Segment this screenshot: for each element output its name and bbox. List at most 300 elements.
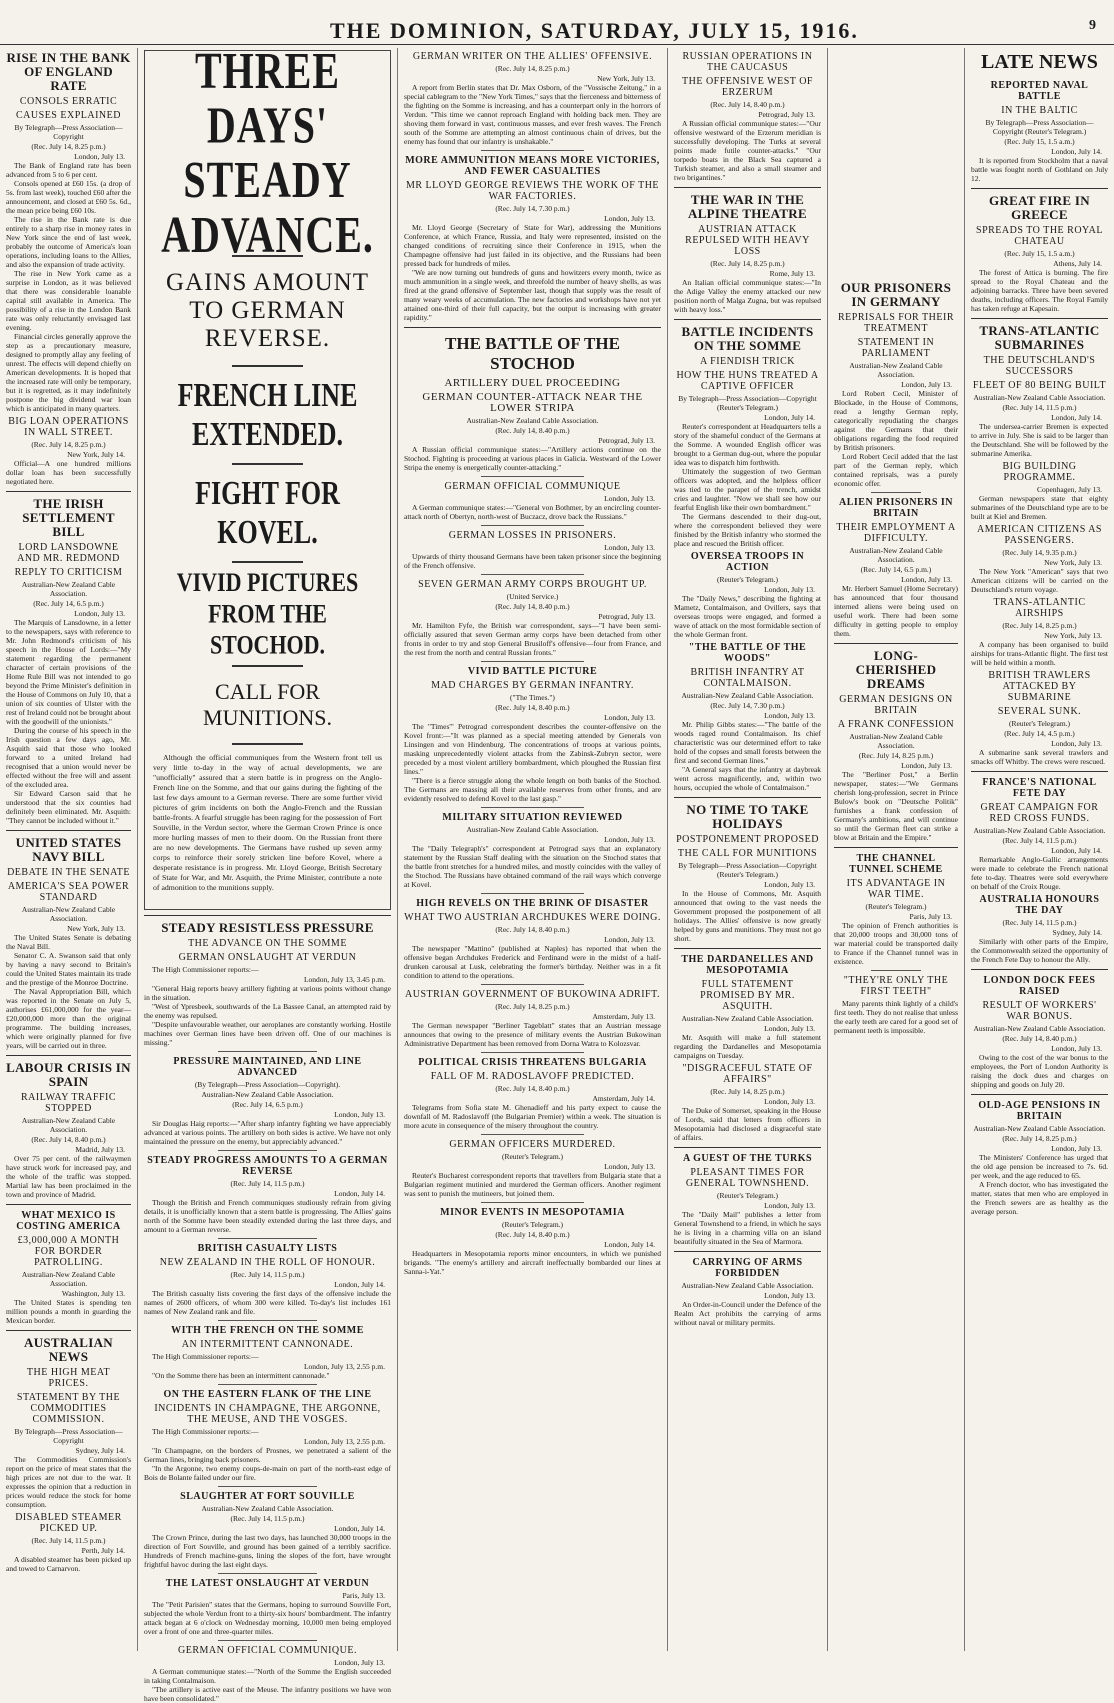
- article-paragraph: The United States Senate is debating the Naval Bill.: [6, 933, 131, 951]
- subheadline: MILITARY SITUATION REVIEWED: [442, 812, 623, 823]
- divider: [218, 1320, 317, 1321]
- lead-intro: Although the official communiques from the Western front tell us very little to-day in the way of actual developments, we are "unofficially" assured that a stern battle is in progress on the Anglo-French line on the Somme, and that our gains during the fighting of the last few days amount to a German reverse. There are some further vivid pictures of grim incidents on both the Anglo-French and the Russian battle-fronts. A fearful struggle has been raging for the possession of Fort Souville, in the Verdun sector, where the German Crown Prince is once more hurling masses of men to their doom. On the Russian front there are no new developments. The Germans have rushed up seven army corps to reinforce their sorely stricken line before Kovel, where a desperate resistance is in progress. Mr. Lloyd George, British Secretary of State for War, and Mr. Asquith, the Prime Minister, contribute a note of admonition to the munitions supply.: [153, 753, 382, 892]
- credit-line: Australian-New Zealand Cable Association.: [21, 580, 116, 598]
- credit-line: By Telegraph—Press Association—Copyright: [14, 123, 123, 141]
- article-paragraph: An Italian official communique states:—"In the Adige Valley the enemy attacked our new position north of Malga Zugna, but was repulsed with heavy loss.": [674, 278, 821, 314]
- article-paragraph: An Order-in-Council under the Defence of the Realm Act prohibits the carrying of arms without naval or military permits.: [674, 1300, 821, 1327]
- article-paragraph: Mr. Philip Gibbs states:—"The battle of the woods raged round Contalmaison. Its chief characteristic was our determined effort to take hold of the copses and small forests between the first and second German lines.": [674, 720, 821, 765]
- subheadline: LORD LANSDOWNE AND MR. REDMOND: [17, 542, 120, 564]
- article-paragraph: Over 75 per cent. of the railwaymen have struck work for increased pay, and the whole of the traffic was stopped. Martial law has been proclaimed in the town and province of Madrid.: [6, 1154, 131, 1199]
- article-paragraph: The High Commissioner reports:—: [152, 1352, 259, 1361]
- dateline: London, July 13.: [334, 1658, 385, 1667]
- subheadline: HIGH REVELS ON THE BRINK OF DISASTER: [416, 898, 649, 909]
- divider: [232, 561, 303, 563]
- dateline: Rome, July 13.: [769, 269, 815, 278]
- article-paragraph: Mr. Lloyd George (Secretary of State for War), addressing the Munitions Conference, at which France, Russia, and Italy were represented, insisted on the changed conditions of recruiting since their Conference in 1915, when the Champagne offensive had just failed in its objective, and the Russians had been pressed back for hundreds of miles.: [404, 223, 661, 268]
- subheadline: AMERICA'S SEA POWER STANDARD: [7, 881, 130, 903]
- dateline: London, July 13.: [604, 1162, 655, 1171]
- divider: [481, 150, 584, 151]
- article-paragraph: The "Petit Parisien" states that the Germans, hoping to surround Souville Fort, subjected the whole Verdun front to a thirty-six hours' bombardment. The infantry attack began at 6 o'clock on Wednesday morning, 10,000 men being employed over a front of one and three-quarter miles.: [144, 1600, 391, 1636]
- spacer: [834, 48, 958, 278]
- received-line: (Rec. July 15, 1.5 a.m.): [1004, 249, 1075, 258]
- subheadline: THE DEUTSCHLAND'S SUCCESSORS: [983, 355, 1096, 377]
- dateline: London, July 13.: [604, 543, 655, 552]
- received-line: (Rec. July 14, 8.40 p.m.): [1002, 1034, 1077, 1043]
- divider: [481, 893, 584, 894]
- divider: [674, 319, 821, 320]
- article-paragraph: "In Champagne, on the borders of Prosnes, we penetrated a salient of the German lines, bringing back prisoners.: [144, 1446, 391, 1464]
- received-line: (Rec. July 14, 11.5 p.m.): [31, 1536, 106, 1545]
- received-line: (Rec. July 14, 11.5 p.m.): [230, 1179, 305, 1188]
- article-paragraph: The Commodities Commission's report on the price of meat states that the high prices are not due to the war. It expresses the opinion that a reduction in prices would reduce the stock for home consumption.: [6, 1455, 131, 1509]
- headline: STEADY RESISTLESS PRESSURE: [161, 920, 374, 935]
- subheadline: GERMAN OFFICIAL COMMUNIQUE: [444, 481, 621, 492]
- article-paragraph: Remarkable Anglo-Gallic arrangements were made to celebrate the French national fete to-day. Theatres were sold everywhere on behalf of the Croix Rouge.: [971, 855, 1108, 891]
- subheadline: FLEET OF 80 BEING BUILT: [972, 380, 1107, 391]
- divider: [674, 187, 821, 188]
- subheadline: SEVEN GERMAN ARMY CORPS BROUGHT UP.: [418, 579, 647, 590]
- article-paragraph: Reuter's correspondent at Headquarters tells a story of the shameful conduct of the Germans at the Somme. A wounded English officer was brought to a German dug-out, where the popular idea was to dispatch him forthwith.: [674, 422, 821, 467]
- article-paragraph: The New York "American" says that two American citizens will be carried on the Deutschland's return voyage.: [971, 567, 1108, 594]
- article-paragraph: The Crown Prince, during the last two days, has launched 30,000 troops in the direction of Fort Souville, and ground has been gained of a terribly sacrifice. Hundreds of French machine-guns, lining the slopes of the fort, have wrought frightful havoc during the last eight days.: [144, 1533, 391, 1569]
- dateline: Sydney, July 14.: [1052, 928, 1102, 937]
- subheadline: STATEMENT IN PARLIAMENT: [857, 337, 935, 359]
- lead-deck: FRENCH LINE EXTENDED.: [177, 376, 358, 453]
- column-1: [0, 48, 137, 1651]
- article-paragraph: The Germans descended to their dug-out, where the correspondent believed they were finished by the British infantry who stormed the place and rescued the British officer.: [674, 512, 821, 548]
- article-paragraph: Consols opened at £60 15s. (a drop of 5s. from last week), touched £60 after the announcement, and closed at £60 5s. 6d., the mean price being £60 10s.: [6, 179, 131, 215]
- article-paragraph: "A General says that the infantry at daybreak went across magnificently, and, within two hours, occupied the whole of Contalmaison.": [674, 765, 821, 792]
- divider: [218, 1640, 317, 1641]
- divider: [674, 1251, 821, 1252]
- credit-line: By Telegraph—Press Association—Copyright (Reuter's Telegram.): [985, 118, 1094, 136]
- article-paragraph: Similarly with other parts of the Empire, the Commonwealth seized the opportunity of the French Fete Day to honour the Ally.: [971, 937, 1108, 964]
- credit-line: Australian-New Zealand Cable Association.: [681, 691, 814, 700]
- subheadline: GREAT CAMPAIGN FOR RED CROSS FUNDS.: [980, 802, 1099, 824]
- subheadline: THE OFFENSIVE WEST OF ERZERUM: [682, 76, 813, 98]
- divider: [481, 1052, 584, 1053]
- article-paragraph: German newspapers state that eighty submarines of the Deutschland type are to be built at Kiel and Bremen.: [971, 494, 1108, 521]
- subheadline: £3,000,000 A MONTH FOR BORDER PATROLLING.: [17, 1235, 120, 1268]
- received-line: (Rec. July 14, 8.25 p.m.): [858, 751, 934, 760]
- dateline: London, July 14.: [334, 1189, 385, 1198]
- subheadline: GERMAN ONSLAUGHT AT VERDUN: [178, 952, 357, 963]
- divider: [871, 970, 921, 971]
- article-paragraph: Telegrams from Sofia state M. Ghenadieff and his party expect to cause the downfall of M. Radoslavoff (the Bulgarian Premier) within a week. The situation is more acute in consequence of the misery throughout the country.: [404, 1103, 661, 1130]
- subheadline: A FIENDISH TRICK: [699, 356, 796, 367]
- dateline: Paris, July 13.: [909, 912, 952, 921]
- subheadline: ON THE EASTERN FLANK OF THE LINE: [163, 1389, 372, 1400]
- credit-line: Australian-New Zealand Cable Association.: [466, 416, 599, 425]
- received-line: (Rec. July 14, 6.5 p.m.): [33, 599, 104, 608]
- received-line: (Rec. July 14, 8.40 p.m.): [495, 426, 570, 435]
- headline: UNITED STATES NAVY BILL: [15, 835, 122, 864]
- dateline: London, July 13.: [334, 1110, 385, 1119]
- received-line: (Rec. July 14, 8.40 p.m.): [31, 1135, 106, 1144]
- column-2: [138, 41, 397, 1703]
- article-paragraph: The "Daily Telegraph's" correspondent at Petrograd says that an explanatory statement by the Russian Staff dealing with the situation on the Stochod states that the battle front stretches for a hundred miles, and mostly coincides with the valley of the Stochod. The Russians have obtained command of the rail ways which converge at Kovel.: [404, 844, 661, 889]
- dateline: Perth, July 14.: [81, 1546, 125, 1555]
- received-line: (Rec. July 14, 11.5 p.m.): [1002, 836, 1077, 845]
- lead-deck: VIVID PICTURES FROM THE STOCHOD.: [176, 567, 359, 660]
- received-line: (Rec. July 14, 9.35 p.m.): [1002, 548, 1077, 557]
- article-paragraph: "The artillery is active east of the Meuse. The infantry positions we have won have been consolidated.": [144, 1685, 391, 1703]
- dateline: London, July 13.: [764, 585, 815, 594]
- divider: [481, 525, 584, 526]
- divider: [218, 1051, 317, 1052]
- article-paragraph: It is reported from Stockholm that a naval battle was fought north of Gothland on July 12.: [971, 156, 1108, 183]
- subheadline: PLEASANT TIMES FOR GENERAL TOWNSHEND.: [685, 1167, 810, 1189]
- credit-line: (Reuter's Telegram.): [501, 1220, 564, 1229]
- subheadline: BRITISH INFANTRY AT CONTALMAISON.: [690, 667, 805, 689]
- dateline: London, July 13, 2.55 p.m.: [303, 1362, 385, 1371]
- divider: [971, 1094, 1108, 1095]
- subheadline: BRITISH TRAWLERS ATTACKED BY SUBMARINE: [988, 670, 1091, 703]
- divider: [232, 365, 303, 367]
- credit-line: Australian-New Zealand Cable Association.: [21, 1116, 116, 1134]
- divider: [971, 188, 1108, 189]
- received-line: (Rec. July 14, 8.40 p.m.): [495, 925, 570, 934]
- article-paragraph: A disabled steamer has been picked up and towed to Carnarvon.: [6, 1555, 131, 1573]
- subheadline: BIG LOAN OPERATIONS IN WALL STREET.: [8, 416, 129, 438]
- subheadline: ALIEN PRISONERS IN BRITAIN: [838, 497, 954, 519]
- subheadline: CARRYING OF ARMS FORBIDDEN: [692, 1257, 803, 1279]
- article-paragraph: Official—A one hundred millions dollar loan has been successfully negotiated here.: [6, 459, 131, 486]
- credit-line: ("The Times."): [510, 693, 555, 702]
- headline: LONG-CHERISHED DREAMS: [855, 648, 937, 691]
- credit-line: Australian-New Zealand Cable Association.: [201, 1090, 334, 1099]
- dateline: Amsterdam, July 13.: [592, 1012, 655, 1021]
- credit-line: Australian-New Zealand Cable Association.: [973, 1024, 1106, 1033]
- dateline: Athens, July 14.: [1053, 259, 1102, 268]
- article-paragraph: "Despite unfavourable weather, our aeroplanes are constantly working. Hostile machines over German lines have been driven off. One of our machines is missing.": [144, 1020, 391, 1047]
- subheadline: SPREADS TO THE ROYAL CHATEAU: [976, 225, 1103, 247]
- dateline: London, July 13.: [604, 935, 655, 944]
- dateline: Madrid, July 13.: [75, 1145, 125, 1154]
- article-paragraph: "On the Somme there has been an intermittent cannonade.": [152, 1371, 330, 1380]
- subheadline: "THEY'RE ONLY THE FIRST TEETH": [843, 975, 949, 997]
- dateline: London, July 14.: [604, 1240, 655, 1249]
- article-paragraph: The Duke of Somerset, speaking in the House of Lords, said that letters from officers in Mesopotamia had disclosed a disgraceful state of affairs.: [674, 1106, 821, 1142]
- dateline: London, July 13.: [901, 575, 952, 584]
- article-paragraph: Mr. Asquith will make a full statement regarding the Dardanelles and Mesopotamia campaigns on Tuesday.: [674, 1033, 821, 1060]
- article-paragraph: The Marquis of Lansdowne, in a letter to the newspapers, says with reference to Mr. John Redmond's criticism of his speech in the House of Lords:—"My statement regarding the permanent character of certain provisions of the Home Rule Bill was not intended to go beyond the Prime Minister's definition in the House of Commons on July 10, that a union of six counties of Ulster with the rest of Ireland could not be brought about with the goodwill of the unionists.": [6, 618, 131, 726]
- received-line: (Rec. July 14, 6.5 p.m.): [860, 565, 932, 574]
- received-line: (Rec. July 14, 8.40 p.m.): [710, 100, 785, 109]
- subheadline: AUSTRALIA HONOURS THE DAY: [979, 894, 1100, 916]
- lead-deck: GAINS AMOUNT TO GERMAN REVERSE.: [166, 269, 369, 352]
- received-line: (Rec. July 14, 8.25 p.m.): [1002, 1134, 1077, 1143]
- credit-line: Australian-New Zealand Cable Association.: [681, 1014, 814, 1023]
- article-paragraph: A submarine sank several trawlers and smacks off Whitby. The crews were rescued.: [971, 748, 1108, 766]
- subheadline: LONDON DOCK FEES RAISED: [983, 975, 1096, 997]
- subheadline: THE CALL FOR MUNITIONS: [677, 848, 818, 859]
- dateline: Sydney, July 14.: [75, 1446, 125, 1455]
- subheadline: DEBATE IN THE SENATE: [7, 867, 130, 878]
- divider: [674, 1147, 821, 1148]
- article-paragraph: The rise in the Bank rate is due entirely to a sharp rise in money rates in New York since the end of last week, probably the outcome of America's loan operations, including loans to the Allies, and also the expansion of trade activity.: [6, 215, 131, 269]
- subheadline: OVERSEA TROOPS IN ACTION: [690, 551, 805, 573]
- subheadline: DISABLED STEAMER PICKED UP.: [15, 1512, 122, 1534]
- credit-line: (Reuter's Telegram.): [716, 575, 779, 584]
- received-line: (Rec. July 14, 11.5 p.m.): [1002, 918, 1077, 927]
- received-line: (Rec. July 14, 11.5 p.m.): [230, 1514, 305, 1523]
- article-paragraph: Owing to the cost of the war bonus to the employees, the Port of London Authority is raising the dock dues and charges on shipping and goods on July 20.: [971, 1053, 1108, 1089]
- article-paragraph: "West of Ypresbeek, southwards of the La Bassee Canal, an attempted raid by the enemy was repulsed.: [144, 1002, 391, 1020]
- subheadline: POSTPONEMENT PROPOSED: [676, 834, 819, 845]
- headline: GREAT FIRE IN GREECE: [989, 193, 1090, 222]
- dateline: London, July 14.: [334, 1524, 385, 1533]
- dateline: London, July 14.: [764, 413, 815, 422]
- dateline: Petrograd, July 13.: [758, 110, 815, 119]
- received-line: (Rec. July 14, 8.25 p.m.): [495, 1002, 570, 1011]
- subheadline: CAUSES EXPLAINED: [16, 110, 121, 121]
- subheadline: ITS ADVANTAGE IN WAR TIME.: [846, 878, 946, 900]
- dateline: New York, July 14.: [67, 450, 125, 459]
- credit-line: (Reuter's Telegram.): [865, 902, 927, 911]
- article-paragraph: The "Daily News," describing the fighting at Mametz, Contalmaison, and Ovillers, says that overseas troops were engaged, and formed a wave of attack on the most formidable section of the whole German front.: [674, 594, 821, 639]
- subheadline: FRANCE'S NATIONAL FETE DAY: [982, 777, 1097, 799]
- received-line: (Rec. July 14, 8.25 p.m.): [1002, 621, 1077, 630]
- divider: [481, 574, 584, 575]
- column-3: [398, 48, 667, 1651]
- divider: [674, 948, 821, 949]
- article-paragraph: Mr. Hamilton Fyfe, the British war correspondent, says—"I have been semi-officially assured that seven German army corps have been detached from other fronts in order to try and stop General Brusiloff's offensive—four from France, and the rest from the north and central Russian fronts.": [404, 621, 661, 657]
- masthead: [0, 0, 1114, 45]
- article-paragraph: During the course of his speech in the Irish question a few days ago, Mr. Asquith said that those who looked forward to a united Ireland had recognised that a union would never be effected without the free will and assent of the excluded area.: [6, 726, 131, 789]
- divider: [834, 643, 958, 644]
- subheadline: AMERICAN CITIZENS AS PASSENGERS.: [976, 524, 1102, 546]
- article-paragraph: "In the Argonne, two enemy coups-de-main on part of the north-east edge of Bois de Bolante failed under our fire.: [144, 1464, 391, 1482]
- divider: [232, 665, 303, 667]
- divider: [481, 984, 584, 985]
- article-paragraph: The Ministers' Conference has urged that the old age pension be increased to 7s. 6d. per week, and the age reduced to 65.: [971, 1153, 1108, 1180]
- divider: [6, 830, 131, 831]
- dateline: New York, July 13.: [1044, 631, 1102, 640]
- divider: [6, 1204, 131, 1205]
- divider: [6, 1330, 131, 1331]
- article-paragraph: The rise in New York came as a surprise in London, as it was believed that there was considerable loanable capital still available in America. The possibility of a rise in the London Bank rate was only reluctantly envisaged last evening.: [6, 269, 131, 332]
- credit-line: (Reuter's Telegram.): [716, 1191, 779, 1200]
- subheadline: BIG BUILDING PROGRAMME.: [1002, 461, 1077, 483]
- article-paragraph: A German communique states:—"General von Bothmer, by an encircling counter-attack north of Obertyn, north-west of Buczacz, drove back the Russians.": [404, 503, 661, 521]
- subheadline: HOW THE HUNS TREATED A CAPTIVE OFFICER: [676, 370, 819, 392]
- divider: [834, 847, 958, 848]
- headline: LABOUR CRISIS IN SPAIN: [6, 1060, 131, 1089]
- subheadline: GERMAN WRITER ON THE ALLIES' OFFENSIVE.: [412, 51, 653, 62]
- subheadline: WHAT TWO AUSTRIAN ARCHDUKES WERE DOING.: [404, 912, 661, 923]
- dateline: London, July 13.: [1051, 1044, 1102, 1053]
- credit-line: Australian-New Zealand Cable Association.: [21, 905, 116, 923]
- subheadline: GERMAN OFFICIAL COMMUNIQUE.: [178, 1645, 357, 1656]
- article-paragraph: A company has been organised to build airships for trans-Atlantic flight. The first test will be held within a month.: [971, 640, 1108, 667]
- lead-story-headline-box: [144, 41, 391, 910]
- subheadline: THEIR EMPLOYMENT A DIFFICULTY.: [836, 522, 956, 544]
- subheadline: ARTILLERY DUEL PROCEEDING: [444, 377, 621, 389]
- received-line: (Rec. July 14, 8.25 p.m.): [710, 259, 785, 268]
- article-paragraph: Mr. Herbert Samuel (Home Secretary) has announced that four thousand interned aliens were being used on useful work. There had been some difficulty in getting people to employ them.: [834, 584, 958, 638]
- dateline: London, July 14.: [334, 1280, 385, 1289]
- credit-line: Australian-New Zealand Cable Association.: [201, 1504, 334, 1513]
- subheadline: NEW ZEALAND IN THE ROLL OF HONOUR.: [159, 1257, 376, 1268]
- dateline: Petrograd, July 13.: [598, 612, 655, 621]
- column-4: [668, 48, 827, 1651]
- credit-line: By Telegraph—Press Association—Copyright (Reuter's Telegram.): [678, 394, 817, 412]
- subheadline: VIVID BATTLE PICTURE: [467, 666, 598, 677]
- subheadline: RESULT OF WORKERS' WAR BONUS.: [982, 1000, 1097, 1022]
- headline: THE IRISH SETTLEMENT BILL: [22, 496, 115, 539]
- article-paragraph: Lord Robert Cecil added that the last part of the German reply, which contained reprisals, was a purely economic offer.: [834, 452, 958, 488]
- subheadline: GERMAN DESIGNS ON BRITAIN: [839, 694, 953, 716]
- subheadline: "THE BATTLE OF THE WOODS": [688, 642, 807, 664]
- headline: THE BATTLE OF THE STOCHOD: [445, 334, 620, 373]
- dateline: London, July 13.: [1051, 739, 1102, 748]
- divider: [481, 476, 584, 477]
- subheadline: "DISGRACEFUL STATE OF AFFAIRS": [682, 1063, 813, 1085]
- credit-line: Australian-New Zealand Cable Association.: [849, 361, 943, 379]
- dateline: London, July 13.: [764, 1201, 815, 1210]
- divider: [6, 491, 131, 492]
- lead-deck: CALL FOR MUNITIONS.: [203, 679, 332, 730]
- dateline: London, July 13.: [604, 835, 655, 844]
- credit-line: By Telegraph—Press Association—Copyright: [14, 1427, 123, 1445]
- divider: [218, 1573, 317, 1574]
- subheadline: TRANS-ATLANTIC AIRSHIPS: [993, 597, 1086, 619]
- article-paragraph: Though the British and French communiques studiously refrain from giving details, it is unofficially known that a stern battle is progressing. The Allies' gains north of the Somme have been steadily extended during the last three days, and amount to a German reverse.: [144, 1198, 391, 1234]
- credit-line: Australian-New Zealand Cable Association.: [21, 1270, 116, 1288]
- subheadline: THE CHANNEL TUNNEL SCHEME: [849, 853, 943, 875]
- subheadline: AUSTRIAN GOVERNMENT OF BUKOWINA ADRIFT.: [405, 989, 660, 1000]
- credit-line: Australian-New Zealand Cable Association.: [466, 825, 599, 834]
- article-paragraph: The German newspaper "Berliner Tageblatt" states that an Austrian message announces that owing to the presence of military events the Austrian Bukowinan Administrative Department has been removed from Dorna Watra to Kolozsvar.: [404, 1021, 661, 1048]
- article-paragraph: Ultimately the suggestion of two German officers was adopted, and the helpless officer was tied to the parapet of the trench, amidst cries and laughter. "Now we shall see how our fearful English like their own bombardment.": [674, 467, 821, 512]
- subheadline: THE HIGH MEAT PRICES.: [26, 1367, 111, 1389]
- divider: [144, 915, 391, 916]
- subheadline: A FRANK CONFESSION: [837, 719, 955, 730]
- dateline: London, July 13.: [764, 880, 815, 889]
- late-news-banner: LATE NEWS: [981, 51, 1098, 73]
- subheadline: REPORTED NAVAL BATTLE: [990, 80, 1089, 102]
- headline: RISE IN THE BANK OF ENGLAND RATE: [6, 50, 131, 93]
- subheadline: RAILWAY TRAFFIC STOPPED: [20, 1092, 116, 1114]
- article-paragraph: The "Daily Mail" publishes a letter from General Townshend to a friend, in which he says he is living in a charming villa on an island beautifully situated in the Sea of Marmora.: [674, 1210, 821, 1246]
- article-paragraph: In the House of Commons, Mr. Asquith announced that owing to the vast needs the Government proposed the postponement of all holidays. The Allies' offensive is now greatly helped by guns and munitions. They must not go short.: [674, 889, 821, 943]
- subheadline: AUSTRIAN ATTACK REPULSED WITH HEAVY LOSS: [685, 224, 810, 257]
- article-paragraph: Senator C. A. Swanson said that only by having a navy second to Britain's could the United States maintain its trade and the prestige of the Monroe Doctrine.: [6, 951, 131, 987]
- dateline: Amsterdam, July 14.: [592, 1094, 655, 1103]
- headline: TRANS-ATLANTIC SUBMARINES: [979, 323, 1100, 352]
- divider: [481, 807, 584, 808]
- headline: NO TIME TO TAKE HOLIDAYS: [686, 802, 809, 831]
- article-paragraph: The opinion of French authorities is that 20,000 troops and 30,000 tons of war material could be transported daily to France if the Channel tunnel was in existence.: [834, 921, 958, 966]
- credit-line: Australian-New Zealand Cable Association.: [973, 1124, 1106, 1133]
- received-line: (Rec. July 14, 8.40 p.m.): [495, 703, 570, 712]
- subheadline: STATEMENT BY THE COMMODITIES COMMISSION.: [16, 1392, 121, 1425]
- headline: BATTLE INCIDENTS ON THE SOMME: [681, 324, 814, 353]
- subheadline: RUSSIAN OPERATIONS IN THE CAUCASUS: [682, 51, 813, 73]
- subheadline: REPRISALS FOR THEIR TREATMENT: [837, 312, 954, 334]
- divider: [971, 969, 1108, 970]
- divider: [971, 318, 1108, 319]
- subheadline: THE ADVANCE ON THE SOMME: [188, 938, 347, 949]
- subheadline: THE LATEST ONSLAUGHT AT VERDUN: [165, 1578, 370, 1589]
- dateline: London, July 13.: [764, 1291, 815, 1300]
- column-5: [828, 48, 964, 1651]
- subheadline: MORE AMMUNITION MEANS MORE VICTORIES, AND FEWER CASUALTIES: [405, 155, 660, 177]
- dateline: London, July 13.: [604, 713, 655, 722]
- article-paragraph: "We are now turning out hundreds of guns and howitzers every month, twice as much ammunition in a single week, and threefold the number of heavy shells, as was fired at the grand offensive of September last, though that supply was the result of many weary weeks of accumulation. The new factories and workshops have not yet attained one-third of their full capacity, but the output is increasing with greater rapidity.": [404, 268, 661, 322]
- subheadline: MAD CHARGES BY GERMAN INFANTRY.: [431, 680, 634, 691]
- article-paragraph: Reuter's Bucharest correspondent reports that travellers from Bulgaria state that a Bulgarian regiment mutinied and murdered the German officers. Another regiment was sent to punish the mutineers, but joined them.: [404, 1171, 661, 1198]
- dateline: London, July 13.: [764, 1024, 815, 1033]
- credit-line: By Telegraph—Press Association—Copyright (Reuter's Telegram.): [678, 861, 817, 879]
- divider: [6, 1055, 131, 1056]
- subheadline: FULL STATEMENT PROMISED BY MR. ASQUITH.: [700, 979, 795, 1012]
- subheadline: SEVERAL SUNK.: [997, 706, 1082, 717]
- received-line: (Rec. July 14, 8.25 p.m.): [495, 64, 570, 73]
- divider: [871, 492, 921, 493]
- dateline: London, July 13.: [604, 494, 655, 503]
- subheadline: SLAUGHTER AT FORT SOUVILLE: [180, 1491, 355, 1502]
- credit-line: Australian-New Zealand Cable Association.: [849, 546, 943, 564]
- divider: [674, 797, 821, 798]
- subheadline: FALL OF M. RADOSLAVOFF PREDICTED.: [430, 1071, 635, 1082]
- subheadline: AN INTERMITTENT CANNONADE.: [181, 1339, 354, 1350]
- lead-deck: FIGHT FOR KOVEL.: [195, 474, 340, 551]
- credit-line: (United Service.): [506, 592, 559, 601]
- dateline: London, July 13.: [74, 609, 125, 618]
- dateline: London, July 13, 2.55 p.m.: [303, 1437, 385, 1446]
- divider: [481, 1134, 584, 1135]
- article-paragraph: Upwards of thirty thousand Germans have been taken prisoner since the beginning of the French offensive.: [404, 552, 661, 570]
- article-paragraph: The British casualty lists covering the first days of the offensive include the names of 2600 officers, of whom 300 were killed. To-day's list includes 161 names of New Zealand rank and file.: [144, 1289, 391, 1316]
- dateline: London, July 13.: [901, 761, 952, 770]
- subheadline: WITH THE FRENCH ON THE SOMME: [171, 1325, 364, 1336]
- article-paragraph: The "Times'" Petrograd correspondent describes the counter-offensive on the Kovel front:—"It was planned as a special meeting attended by Generals von Linsingen and von Hindenburg. The concentrations of troops at various points, masking unprecedentedly violent attacks from the Zabinsk-Zubryn sector, were preceded by a most violent artillery bombardment, which ploughed the Russian first lines.": [404, 722, 661, 776]
- article-paragraph: The High Commissioner reports:—: [152, 965, 259, 974]
- credit-line: Australian-New Zealand Cable Association.: [973, 826, 1106, 835]
- dateline: London, July 13.: [764, 1097, 815, 1106]
- subheadline: INCIDENTS IN CHAMPAGNE, THE ARGONNE, THE MEUSE, AND THE VOSGES.: [154, 1403, 381, 1425]
- dateline: London, July 13.: [604, 214, 655, 223]
- article-paragraph: The undersea-carrier Bremen is expected to arrive in July. She is said to be larger than the Deutschland. She will be followed by the submarine Amerika.: [971, 422, 1108, 458]
- article-paragraph: A Russian official communique states:—"Our offensive westward of the Erzerum meridian is successfully developing. The Turks at several points made futile counter-attacks." "Our torpedo boats in the Black Sea captured a Turkish steamer, and also a small steamer and two brigantines.": [674, 119, 821, 182]
- article-paragraph: A German communique states:—"North of the Somme the English succeeded in taking Contalmaison.: [144, 1667, 391, 1685]
- article-paragraph: Sir Edward Carson said that he understood that the six counties had definitely been eliminated. Mr. Asquith: "They cannot be included without it.": [6, 789, 131, 825]
- article-paragraph: The Naval Appropriation Bill, which was reported in the Senate on July 5, authorises £61,000,000 for the year—£20,000,000 more than the original programme. The building increases, which were originally planned for five years, will be carried out in three.: [6, 987, 131, 1050]
- dateline: London, July 13.: [901, 380, 952, 389]
- subheadline: WHAT MEXICO IS COSTING AMERICA: [16, 1210, 121, 1232]
- subheadline: STEADY PROGRESS AMOUNTS TO A GERMAN REVERSE: [147, 1155, 388, 1177]
- dateline: New York, July 13.: [597, 74, 655, 83]
- subheadline: GERMAN LOSSES IN PRISONERS.: [448, 530, 617, 541]
- article-paragraph: Many parents think lightly of a child's first teeth. They do not realise that unless the early teeth are cared for a good set of permanent teeth is impossible.: [834, 999, 958, 1035]
- article-paragraph: Headquarters in Mesopotamia reports minor encounters, in which we punished brigands. "The enemy's artillery and aircraft ineffectually bombarded our lines at Sanna-i-Yat.": [404, 1249, 661, 1276]
- received-line: (Rec. July 14, 4.5 p.m.): [1004, 729, 1075, 738]
- dateline: London, July 13.: [74, 152, 125, 161]
- headline: AUSTRALIAN NEWS: [24, 1335, 113, 1364]
- subheadline: OLD-AGE PENSIONS IN BRITAIN: [978, 1100, 1101, 1122]
- received-line: (Rec. July 14, 11.5 p.m.): [1002, 403, 1077, 412]
- received-line: (Rec. July 14, 8.25 p.m.): [710, 1087, 785, 1096]
- divider: [971, 771, 1108, 772]
- article-paragraph: A report from Berlin states that Dr. Max Osborn, of the "Vossische Zeitung," in a special cablegram to the "New York Times," says that the fierceness and bitterness of the fighting on the Somme is increasing, and has a counterpart only in the horrors of Verdun. "This time we cannot reproach England with holding back men. They are shoving them forward in vast, continuous masses, and ever fresh waves. The French south of the Somme are attempting an almost continuous chain of drives, but the enemy has found that our infantry is unshakable.": [404, 83, 661, 146]
- article-paragraph: The United States is spending ten million pounds a month in guarding the Mexican border.: [6, 1298, 131, 1325]
- received-line: (Rec. July 14, 8.25 p.m.): [31, 440, 106, 449]
- credit-line: (By Telegraph—Press Association—Copyright).: [194, 1080, 341, 1089]
- lead-headline: THREE DAYS' STEADY ADVANCE.: [161, 41, 374, 264]
- dateline: Copenhagen, July 13.: [1037, 485, 1102, 494]
